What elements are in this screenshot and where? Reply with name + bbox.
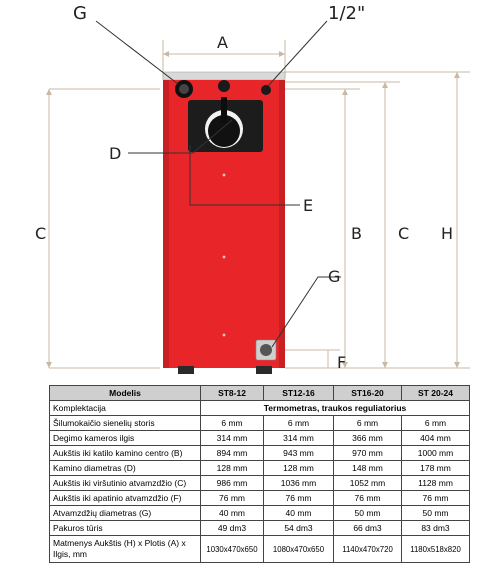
label-b: B [351,224,362,243]
table-cell: 314 mm [201,431,264,446]
table-cell: 314 mm [264,431,334,446]
header-model: Modelis [50,386,201,401]
label-h: H [441,224,454,243]
row-label: Pakuros tūris [50,521,201,536]
table-cell: 50 mm [334,506,402,521]
header-st16-20: ST16-20 [334,386,402,401]
table-row [50,401,470,416]
table-row [50,416,470,431]
row-label: Aukštis iki apatinio atvamzdžio (F) [50,491,201,506]
table-cell: 49 dm3 [201,521,264,536]
table-cell: 404 mm [402,431,470,446]
label-half-inch: 1/2" [328,3,366,24]
label-g-top: G [73,3,87,24]
header-st20-24: ST 20-24 [402,386,470,401]
table-cell: 1080x470x650 [264,536,334,563]
table-cell: 6 mm [264,416,334,431]
row-label: Atvamzdžių diametras (G) [50,506,201,521]
label-c-left: C [35,224,47,243]
table-cell: 83 dm3 [402,521,470,536]
label-c-right: C [398,224,410,243]
row-label: Komplektacija [50,401,201,416]
label-f: F [337,353,347,372]
table-row [50,506,470,521]
row-label: Aukštis iki katilo kamino centro (B) [50,446,201,461]
row-label: Degimo kameros ilgis [50,431,201,446]
table-row [50,431,470,446]
table-cell: 54 dm3 [264,521,334,536]
table-cell: 1030x470x650 [201,536,264,563]
table-cell: 76 mm [334,491,402,506]
table-cell: 6 mm [402,416,470,431]
table-row [50,476,470,491]
loading-door [188,97,263,152]
table-row [50,536,470,563]
bottom-connection [256,340,276,360]
table-cell: 970 mm [334,446,402,461]
table-cell: 128 mm [201,461,264,476]
table-cell: 943 mm [264,446,334,461]
table-cell: 50 mm [402,506,470,521]
table-cell: 76 mm [402,491,470,506]
table-row [50,521,470,536]
table-cell: 6 mm [334,416,402,431]
table-cell: 894 mm [201,446,264,461]
label-a: A [217,33,228,52]
table-cell: 66 dm3 [334,521,402,536]
table-cell: 1128 mm [402,476,470,491]
row-label: Aukštis iki viršutinio atvamzdžio (C) [50,476,201,491]
table-cell: 128 mm [264,461,334,476]
specifications-table [49,385,470,563]
row-label: Matmenys Aukštis (H) x Plotis (A) x Ilgis, mm [50,536,201,563]
row-label: Kamino diametras (D) [50,461,201,476]
table-cell: 1180x518x820 [402,536,470,563]
table-cell: 1052 mm [334,476,402,491]
table-cell: 986 mm [201,476,264,491]
table-row [50,461,470,476]
label-d: D [109,144,122,163]
table-cell: 178 mm [402,461,470,476]
table-cell: 40 mm [264,506,334,521]
header-st8-12: ST8-12 [201,386,264,401]
label-e: E [303,196,314,215]
table-cell: 40 mm [201,506,264,521]
row-label: Šilumokaičio sienelių storis [50,416,201,431]
table-cell: 366 mm [334,431,402,446]
table-cell: 76 mm [201,491,264,506]
table-cell: 1140x470x720 [334,536,402,563]
table-cell: 148 mm [334,461,402,476]
header-st12-16: ST12-16 [264,386,334,401]
table-cell: 76 mm [264,491,334,506]
label-g-bottom: G [328,267,341,286]
table-header-row [50,386,470,401]
table-cell: 1000 mm [402,446,470,461]
table-row [50,491,470,506]
table-row [50,446,470,461]
table-cell: 6 mm [201,416,264,431]
table-cell: 1036 mm [264,476,334,491]
komplektacija-value: Termometras, traukos reguliatorius [201,401,470,416]
